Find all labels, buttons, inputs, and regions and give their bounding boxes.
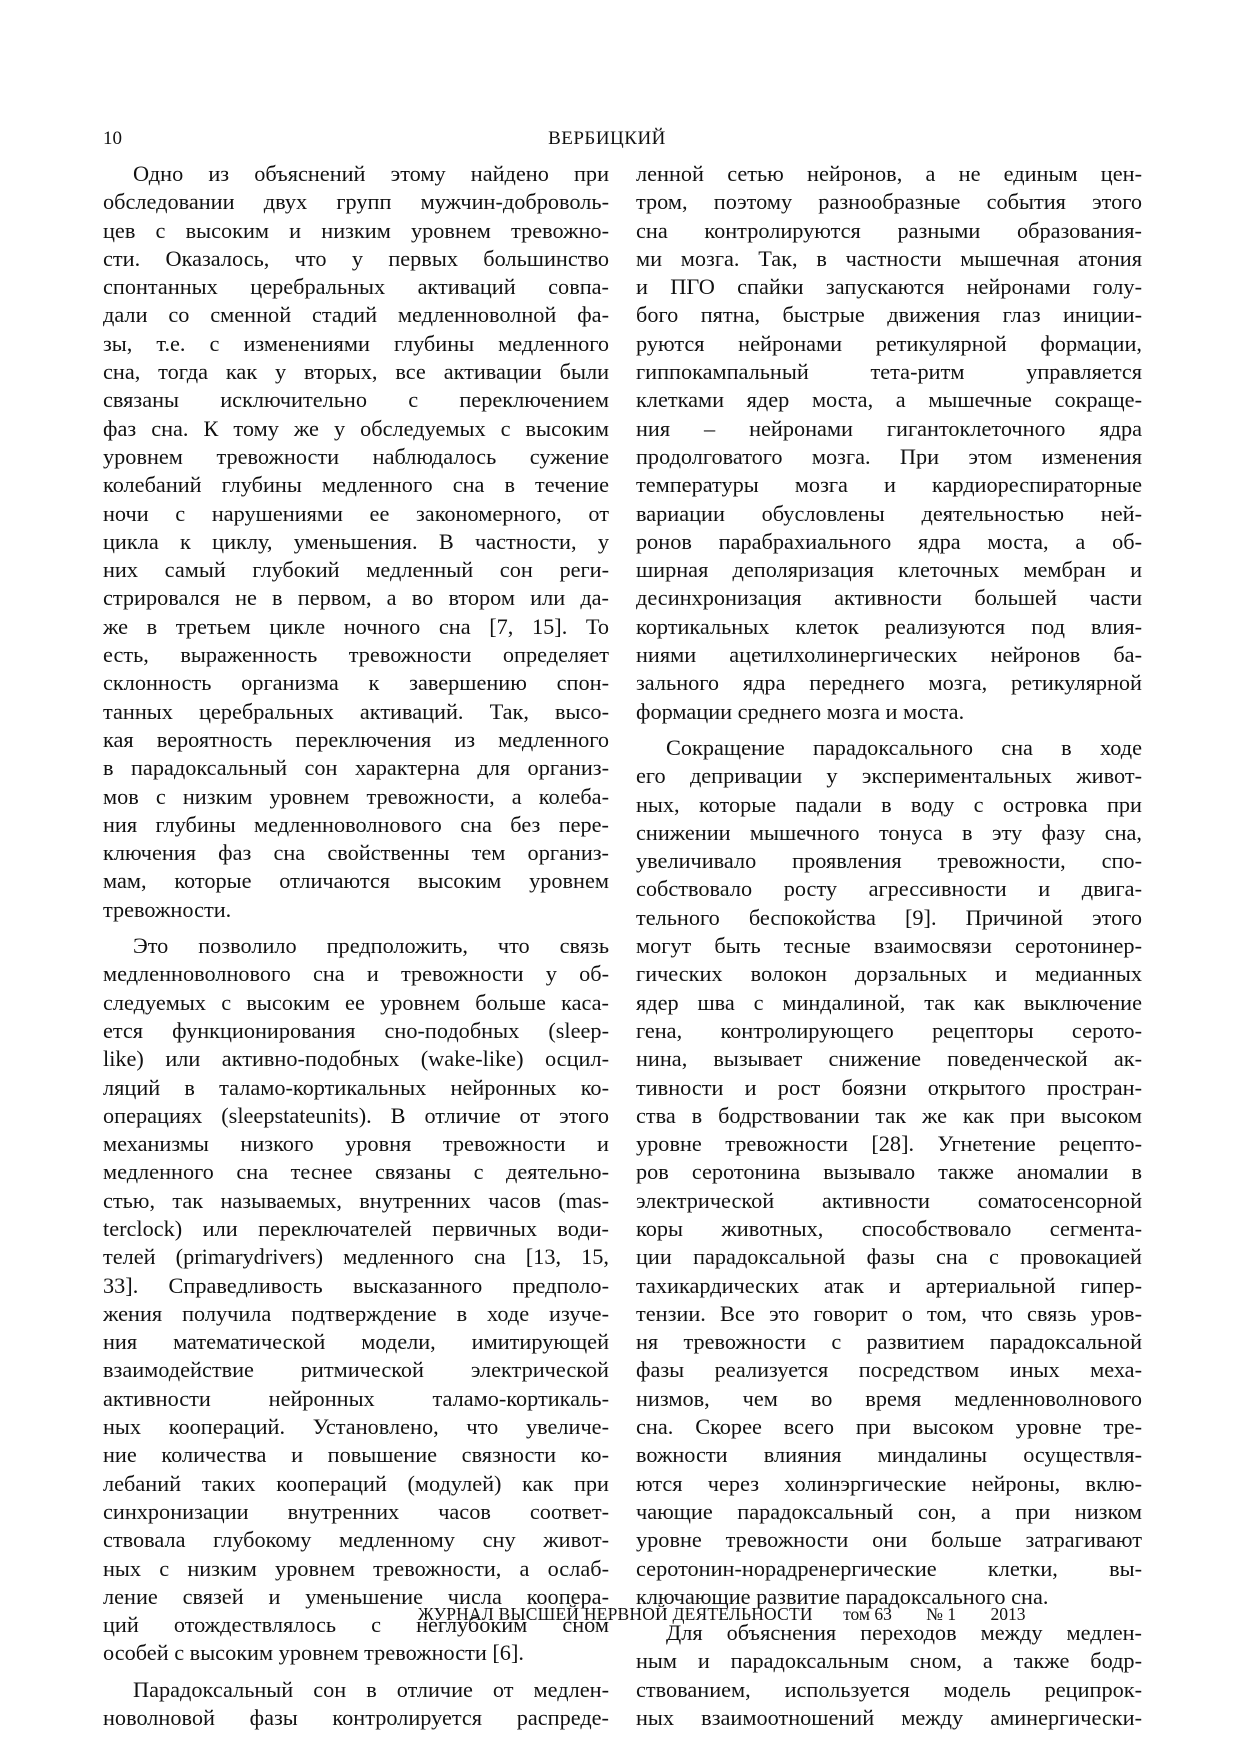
text-line: телей (primarydrivers) медленного сна [13, 15, xyxy=(103,1244,609,1270)
paragraph-gap xyxy=(636,726,1142,734)
text-line: ных взаимоотношений между аминергически- xyxy=(636,1705,1142,1731)
text-line: же в третьем цикле ночного сна [7, 15]. То xyxy=(103,613,609,639)
text-line: могут быть тесные взаимосвязи серотонинер- xyxy=(636,933,1142,959)
text-line: 33]. Справедливость высказанного предполо- xyxy=(103,1272,609,1298)
text-line: ров серотонина вызывало также аномалии в xyxy=(636,1159,1142,1185)
text-line: ных коопераций. Установлено, что увеличе- xyxy=(103,1414,609,1440)
paragraph xyxy=(636,160,1142,726)
text-line: гических волокон дорзальных и медианных xyxy=(636,961,1142,987)
text-line: сна контролируются разными образования- xyxy=(636,217,1142,243)
text-line: ширная деполяризация клеточных мембран и xyxy=(636,557,1142,583)
text-line: ным и парадоксальным сном, а также бодр- xyxy=(636,1648,1142,1674)
text-line: фазы реализуется посредством иных меха- xyxy=(636,1357,1142,1383)
publication-year: 2013 xyxy=(990,1604,1026,1624)
text-line: ключения фаз сна свойственны тем организ- xyxy=(103,840,609,866)
text-line: активности нейронных таламо-кортикаль- xyxy=(103,1385,609,1411)
paragraph-gap xyxy=(103,924,609,932)
text-line: нина, вызывает снижение поведенческой ак- xyxy=(636,1046,1142,1072)
text-line: ние количества и повышение связности ко- xyxy=(103,1442,609,1468)
text-line: сти. Оказалось, что у первых большинство xyxy=(103,245,609,271)
text-line: уровне тревожности они больше затрагивают xyxy=(636,1527,1142,1553)
journal-footer xyxy=(418,1604,1118,1625)
text-line: Это позволило предположить, что связь xyxy=(133,933,609,959)
text-line: них самый глубокий медленный сон реги- xyxy=(103,557,609,583)
page-number: 10 xyxy=(103,128,122,149)
text-line: жения получила подтверждение в ходе изуче- xyxy=(103,1300,609,1326)
text-line: зального ядра переднего мозга, ретикулярной xyxy=(636,670,1142,696)
text-line: Парадоксальный сон в отличие от медлен- xyxy=(133,1676,609,1702)
text-line: руются нейронами ретикулярной формации, xyxy=(636,330,1142,356)
text-line: гиппокампальный тета-ритм управляется xyxy=(636,359,1142,385)
text-line: сна, тогда как у вторых, все активации были xyxy=(103,359,609,385)
text-line: зы, т.е. с изменениями глубины медленного xyxy=(103,330,609,356)
text-line: чающие парадоксальный сон, а при низком xyxy=(636,1498,1142,1524)
text-line: температуры мозга и кардиореспираторные xyxy=(636,472,1142,498)
text-line: танных церебральных активаций. Так, высо- xyxy=(103,698,609,724)
text-line: ния глубины медленноволнового сна без пере- xyxy=(103,811,609,837)
text-line: Одно из объяснений этому найдено при xyxy=(133,161,609,186)
text-line: снижении мышечного тонуса в эту фазу сна, xyxy=(636,819,1142,845)
text-line: особей с высоким уровнем тревожности [6]. xyxy=(103,1640,524,1666)
text-line: ются через холинэргические нейроны, вклю- xyxy=(636,1470,1142,1496)
text-line: ляций в таламо-кортикальных нейронных ко- xyxy=(103,1074,609,1100)
text-line: ниями ацетилхолинергических нейронов ба- xyxy=(636,642,1142,668)
text-line: фаз сна. К тому же у обследуемых с высоким xyxy=(103,415,609,441)
volume-number: том 63 xyxy=(843,1604,892,1624)
text-line: тензии. Все это говорит о том, что связь уров- xyxy=(636,1300,1142,1326)
text-line: Сокращение парадоксального сна в ходе xyxy=(666,734,1142,760)
text-line: ночи с нарушениями ее закономерного, от xyxy=(103,500,609,526)
text-line: ление связей и уменьшение числа коопера- xyxy=(103,1583,609,1609)
text-line: terclock) или переключателей первичных води- xyxy=(103,1215,609,1241)
right-column xyxy=(636,160,1142,1732)
text-line: ции парадоксальной фазы сна с провокацией xyxy=(636,1244,1142,1270)
text-line: ми мозга. Так, в частности мышечная атония xyxy=(636,245,1142,271)
text-line: тивности и рост боязни открытого простран- xyxy=(636,1074,1142,1100)
text-line: ствовала глубокому медленному сну живот- xyxy=(103,1527,609,1553)
text-line: уровнем тревожности наблюдалось сужение xyxy=(103,443,609,469)
text-line: мов с низким уровнем тревожности, а колеба- xyxy=(103,783,609,809)
text-line: обследовании двух групп мужчин-доброволь- xyxy=(103,189,609,215)
text-line: ства в бодрствовании так же как при высоком xyxy=(636,1102,1142,1128)
text-line: медленноволнового сна и тревожности у об- xyxy=(103,961,609,987)
text-line: тревожности. xyxy=(103,896,232,922)
text-line: мам, которые отличаются высоким уровнем xyxy=(103,868,609,894)
text-line: ния математической модели, имитирующей xyxy=(103,1329,609,1355)
text-line: ния – нейронами гигантоклеточного ядра xyxy=(636,415,1142,441)
text-line: лебаний таких коопераций (модулей) как при xyxy=(103,1470,609,1496)
text-line: электрической активности соматосенсорной xyxy=(636,1187,1142,1213)
running-title-author: ВЕРБИЦКИЙ xyxy=(548,128,666,149)
text-line: ется функционирования сно-подобных (sleep- xyxy=(103,1017,609,1043)
text-line: синхронизации внутренних часов соответ- xyxy=(103,1498,609,1524)
text-line: ленной сетью нейронов, а не единым цен- xyxy=(636,161,1142,186)
text-line: связаны исключительно с переключением xyxy=(103,387,609,413)
text-line: ня тревожности с развитием парадоксальной xyxy=(636,1329,1142,1355)
text-line: продолговатого мозга. При этом изменения xyxy=(636,443,1142,469)
text-line: гена, контролирующего рецепторы серото- xyxy=(636,1017,1142,1043)
text-line: медленного сна теснее связаны с деятельно- xyxy=(103,1159,609,1185)
text-line: формации среднего мозга и моста. xyxy=(636,698,965,724)
text-line: ций отождествлялось с неглубоким сном xyxy=(103,1612,609,1638)
text-line: ключающие развитие парадоксального сна. xyxy=(636,1583,1049,1609)
text-line: стью, так называемых, внутренних часов (mas- xyxy=(103,1187,609,1213)
text-line: в парадоксальный сон характерна для организ- xyxy=(103,755,609,781)
text-line: склонность организма к завершению спон- xyxy=(103,670,609,696)
text-line: бого пятна, быстрые движения глаз иниции- xyxy=(636,302,1142,328)
left-column xyxy=(103,160,609,1732)
text-line: операциях (sleepstateunits). В отличие от этого xyxy=(103,1102,609,1128)
paragraph xyxy=(103,932,609,1668)
text-line: кая вероятность переключения из медленного xyxy=(103,726,609,752)
text-line: низмов, чем во время медленноволнового xyxy=(636,1385,1142,1411)
text-line: ных, которые падали в воду с островка при xyxy=(636,791,1142,817)
paragraph xyxy=(103,1676,609,1733)
text-line: вариации обусловлены деятельностью ней- xyxy=(636,500,1142,526)
paragraph xyxy=(103,160,609,924)
text-line: like) или активно-подобных (wake-like) осцил- xyxy=(103,1046,609,1072)
paragraph xyxy=(636,1619,1142,1732)
text-line: тельного беспокойства [9]. Причиной этого xyxy=(636,904,1142,930)
journal-name: ЖУРНАЛ ВЫСШЕЙ НЕРВНОЙ ДЕЯТЕЛЬНОСТИ xyxy=(418,1604,813,1624)
text-line: тром, поэтому разнообразные события этого xyxy=(636,189,1142,215)
text-line: десинхронизация активности большей части xyxy=(636,585,1142,611)
text-line: новолновой фазы контролируется распреде- xyxy=(103,1705,609,1731)
text-line: следуемых с высоким ее уровнем больше каса- xyxy=(103,989,609,1015)
paragraph xyxy=(636,734,1142,1611)
text-line: собствовало росту агрессивности и двига- xyxy=(636,876,1142,902)
text-line: серотонин-норадренергические клетки, вы- xyxy=(636,1555,1142,1581)
text-line: цев с высоким и низким уровнем тревожно- xyxy=(103,217,609,243)
text-line: тахикардических атак и артериальной гипер- xyxy=(636,1272,1142,1298)
text-line: клетками ядер моста, а мышечные сокраще- xyxy=(636,387,1142,413)
running-head xyxy=(103,128,1111,152)
text-line: дали со сменной стадий медленноволной фа- xyxy=(103,302,609,328)
text-line: коры животных, способствовало сегмента- xyxy=(636,1215,1142,1241)
text-line: ствованием, используется модель реципрок- xyxy=(636,1676,1142,1702)
text-line: кортикальных клеток реализуются под влия- xyxy=(636,613,1142,639)
text-line: механизмы низкого уровня тревожности и xyxy=(103,1131,609,1157)
text-line: ронов парабрахиального ядра моста, а об- xyxy=(636,528,1142,554)
text-line: ядер шва с миндалиной, так как выключение xyxy=(636,989,1142,1015)
issue-number: № 1 xyxy=(926,1604,957,1624)
text-line: взаимодействие ритмической электрической xyxy=(103,1357,609,1383)
text-line: стрировался не в первом, а во втором или да- xyxy=(103,585,609,611)
text-line: вожности влияния миндалины осуществля- xyxy=(636,1442,1142,1468)
text-line: Для объяснения переходов между медлен- xyxy=(666,1620,1142,1646)
text-line: сна. Скорее всего при высоком уровне тре- xyxy=(636,1414,1142,1440)
text-line: есть, выраженность тревожности определяет xyxy=(103,642,609,668)
text-line: его депривации у экспериментальных живот- xyxy=(636,763,1142,789)
text-line: колебаний глубины медленного сна в течение xyxy=(103,472,609,498)
text-line: цикла к циклу, уменьшения. В частности, у xyxy=(103,528,609,554)
text-line: спонтанных церебральных активаций совпа- xyxy=(103,274,609,300)
paragraph-gap xyxy=(103,1668,609,1676)
text-line: и ПГО спайки запускаются нейронами голу- xyxy=(636,274,1142,300)
text-line: уровне тревожности [28]. Угнетение рецепто- xyxy=(636,1131,1142,1157)
text-line: увеличивало проявления тревожности, спо- xyxy=(636,848,1142,874)
text-line: ных с низким уровнем тревожности, а ослаб- xyxy=(103,1555,609,1581)
